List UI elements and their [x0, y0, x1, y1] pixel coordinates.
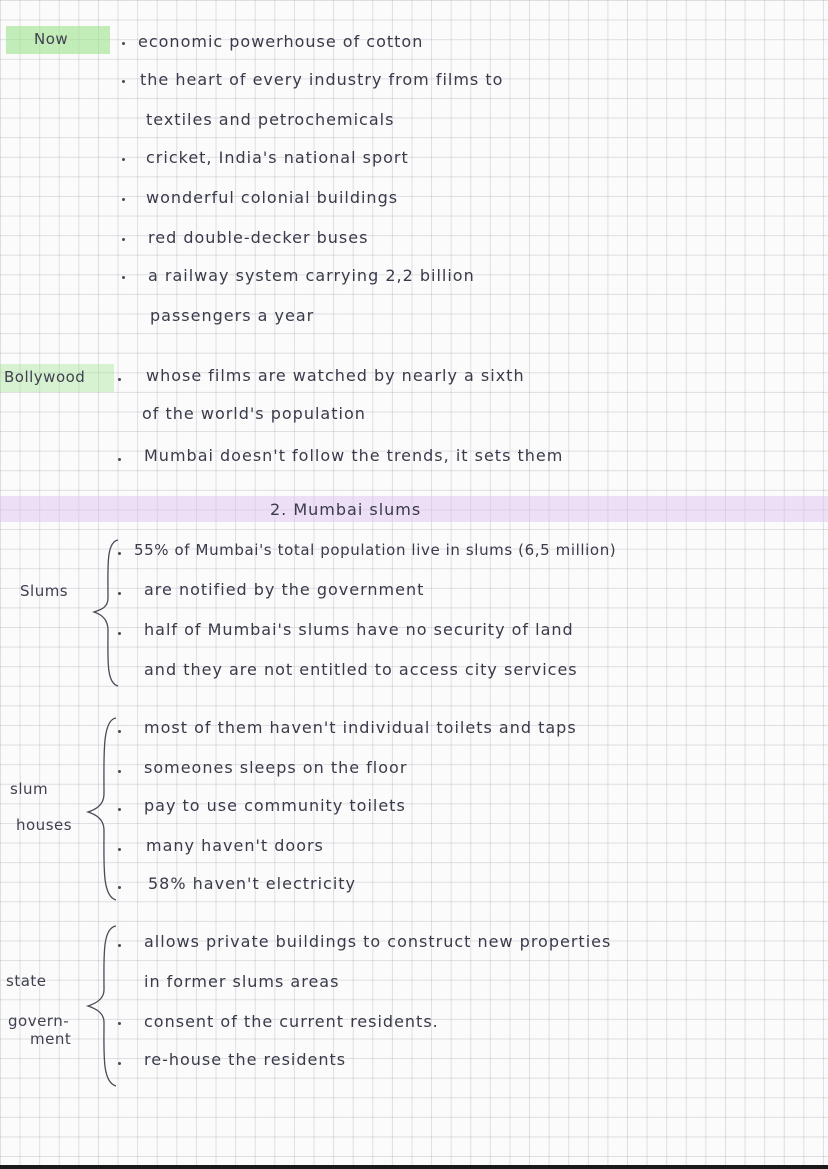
bullet: [118, 1062, 121, 1065]
now-line-1: economic powerhouse of cotton: [138, 32, 424, 51]
bullet: [122, 238, 125, 241]
label-state-2: govern-: [8, 1012, 70, 1030]
now-line-7: a railway system carrying 2,2 billion: [148, 266, 475, 285]
now-line-8: passengers a year: [150, 306, 315, 325]
now-line-2: the heart of every industry from films to: [140, 70, 504, 89]
state-brace: [86, 924, 120, 1088]
label-now: Now: [34, 30, 69, 48]
bullet: [122, 198, 125, 201]
state-line-2: in former slums areas: [144, 972, 340, 991]
bullet: [118, 848, 121, 851]
slums-line-2: are notified by the government: [144, 580, 425, 599]
slums-line-4: and they are not entitled to access city services: [144, 660, 578, 679]
slums-line-1: 55% of Mumbai's total population live in slums (6,5 million): [134, 541, 617, 559]
slum-houses-line-1: most of them haven't individual toilets and taps: [144, 718, 577, 737]
bullet: [118, 552, 121, 555]
state-line-4: re-house the residents: [144, 1050, 347, 1069]
bollywood-line-1: whose films are watched by nearly a sixth: [146, 366, 525, 385]
bullet: [122, 276, 125, 279]
bullet: [118, 944, 121, 947]
bullet: [118, 770, 121, 773]
bullet: [118, 730, 121, 733]
slum-houses-line-5: 58% haven't electricity: [148, 874, 357, 893]
bullet: [118, 378, 121, 381]
slum-houses-line-2: someones sleeps on the floor: [144, 758, 408, 777]
state-line-3: consent of the current residents.: [144, 1012, 439, 1031]
bollywood-line-2: of the world's population: [142, 404, 366, 423]
slum-houses-line-4: many haven't doors: [146, 836, 324, 855]
label-state-3: ment: [30, 1030, 72, 1048]
bullet: [118, 808, 121, 811]
bollywood-line-3: Mumbai doesn't follow the trends, it sets them: [144, 446, 564, 465]
section-heading: 2. Mumbai slums: [270, 500, 422, 519]
bullet: [122, 158, 125, 161]
bullet: [118, 1022, 121, 1025]
slum-houses-line-3: pay to use community toilets: [144, 796, 406, 815]
bullet: [122, 42, 125, 45]
now-line-6: red double-decker buses: [148, 228, 369, 247]
bullet: [118, 886, 121, 889]
slums-line-3: half of Mumbai's slums have no security of land: [144, 620, 574, 639]
bullet: [118, 458, 121, 461]
slums-brace: [92, 538, 122, 688]
now-line-4: cricket, India's national sport: [146, 148, 409, 167]
page-edge: [0, 1165, 828, 1169]
label-state-1: state: [6, 972, 47, 990]
now-line-5: wonderful colonial buildings: [146, 188, 399, 207]
label-bollywood: Bollywood: [4, 368, 86, 386]
label-slum-houses-1: slum: [10, 780, 49, 798]
slum-houses-brace: [86, 716, 120, 902]
label-slum-houses-2: houses: [16, 816, 73, 834]
label-slums: Slums: [20, 582, 69, 600]
bullet: [118, 592, 121, 595]
state-line-1: allows private buildings to construct new properties: [144, 932, 612, 951]
bullet: [122, 80, 125, 83]
now-line-3: textiles and petrochemicals: [146, 110, 395, 129]
bullet: [118, 632, 121, 635]
